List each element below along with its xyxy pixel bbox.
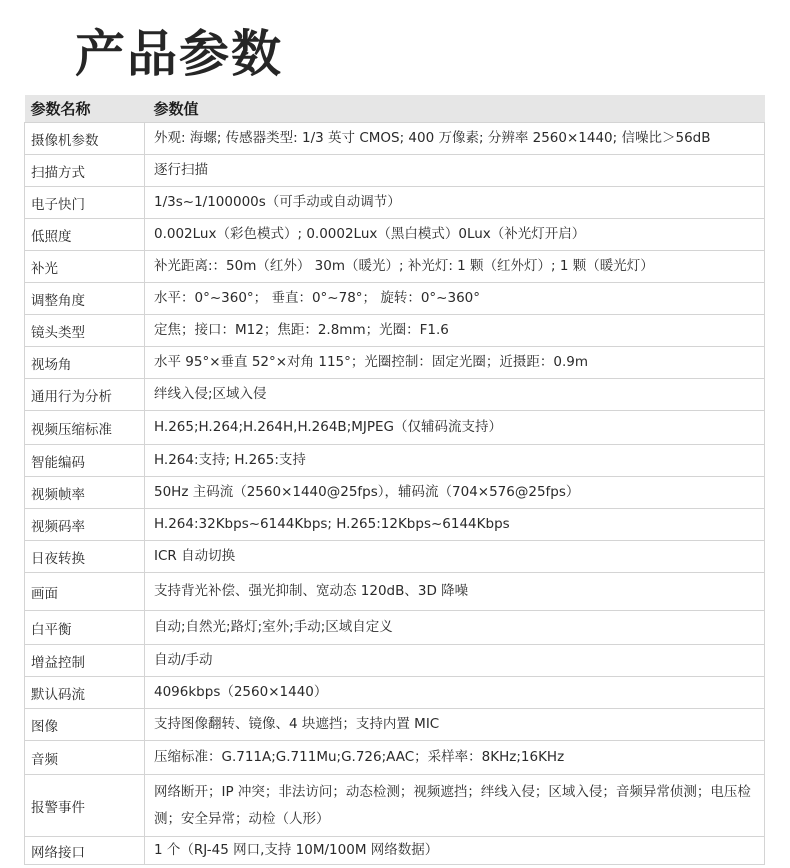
param-value: 50Hz 主码流（2560×1440@25fps），辅码流（704×576@25fps） (145, 477, 765, 509)
table-row (25, 645, 765, 677)
table-row (25, 837, 765, 865)
table-row (25, 155, 765, 187)
table-row (25, 411, 765, 445)
param-value: 支持图像翻转、镜像、4 块遮挡；支持内置 MIC (145, 709, 765, 741)
param-value: 网络断开；IP 冲突；非法访问；动态检测；视频遮挡；绊线入侵；区域入侵；音频异常侦测；电压检测；安全异常；动检（人形） (145, 775, 765, 837)
param-name: 智能编码 (25, 445, 145, 477)
param-name: 白平衡 (25, 611, 145, 645)
table-row (25, 677, 765, 709)
table-row (25, 251, 765, 283)
param-value: H.264:支持; H.265:支持 (145, 445, 765, 477)
table-row (25, 509, 765, 541)
param-name: 增益控制 (25, 645, 145, 677)
param-name: 摄像机参数 (25, 123, 145, 155)
param-name: 日夜转换 (25, 541, 145, 573)
param-name: 默认码流 (25, 677, 145, 709)
param-name: 视频压缩标准 (25, 411, 145, 445)
table-row (25, 541, 765, 573)
param-value: 1 个（RJ-45 网口,支持 10M/100M 网络数据） (145, 837, 765, 865)
param-value: 逐行扫描 (145, 155, 765, 187)
param-value: H.264:32Kbps~6144Kbps; H.265:12Kbps~6144Kbps (145, 509, 765, 541)
table-row (25, 741, 765, 775)
param-value: 水平 95°×垂直 52°×对角 115°；光圈控制：固定光圈；近摄距：0.9m (145, 347, 765, 379)
param-value: 0.002Lux（彩色模式）; 0.0002Lux（黑白模式）0Lux（补光灯开启） (145, 219, 765, 251)
table-header-row (25, 95, 765, 123)
param-value: ICR 自动切换 (145, 541, 765, 573)
table-row (25, 187, 765, 219)
param-value: 自动;自然光;路灯;室外;手动;区域自定义 (145, 611, 765, 645)
param-name: 通用行为分析 (25, 379, 145, 411)
param-name: 调整角度 (25, 283, 145, 315)
param-name: 低照度 (25, 219, 145, 251)
table-row (25, 477, 765, 509)
param-name: 镜头类型 (25, 315, 145, 347)
table-row (25, 283, 765, 315)
spec-table (24, 95, 765, 865)
param-name: 视频码率 (25, 509, 145, 541)
header-param-name: 参数名称 (25, 95, 145, 123)
param-value: 外观: 海螺; 传感器类型: 1/3 英寸 CMOS; 400 万像素; 分辨率 2560×1440; 信噪比＞56dB (145, 123, 765, 155)
table-row (25, 775, 765, 837)
table-row (25, 379, 765, 411)
param-value: 1/3s~1/100000s（可手动或自动调节） (145, 187, 765, 219)
param-name: 视场角 (25, 347, 145, 379)
param-name: 视频帧率 (25, 477, 145, 509)
table-row (25, 347, 765, 379)
table-row (25, 315, 765, 347)
table-row (25, 445, 765, 477)
param-name: 报警事件 (25, 775, 145, 837)
param-value: 压缩标准：G.711A;G.711Mu;G.726;AAC；采样率：8KHz;16KHz (145, 741, 765, 775)
header-param-value: 参数值 (145, 95, 765, 123)
param-value: 支持背光补偿、强光抑制、宽动态 120dB、3D 降噪 (145, 573, 765, 611)
param-name: 扫描方式 (25, 155, 145, 187)
table-row (25, 709, 765, 741)
param-name: 画面 (25, 573, 145, 611)
page-title: 产品参数 (75, 25, 283, 83)
param-name: 图像 (25, 709, 145, 741)
param-value: 自动/手动 (145, 645, 765, 677)
table-row (25, 219, 765, 251)
param-value: 定焦；接口：M12；焦距：2.8mm；光圈：F1.6 (145, 315, 765, 347)
param-value: H.265;H.264;H.264H,H.264B;MJPEG（仅辅码流支持） (145, 411, 765, 445)
param-name: 补光 (25, 251, 145, 283)
table-row (25, 611, 765, 645)
param-name: 电子快门 (25, 187, 145, 219)
param-value: 水平：0°~360°； 垂直：0°~78°； 旋转：0°~360° (145, 283, 765, 315)
param-name: 网络接口 (25, 837, 145, 865)
param-value: 4096kbps（2560×1440） (145, 677, 765, 709)
param-name: 音频 (25, 741, 145, 775)
table-row (25, 123, 765, 155)
param-value: 补光距离:：50m（红外） 30m（暖光）; 补光灯: 1 颗（红外灯）; 1 颗（暖光灯） (145, 251, 765, 283)
param-value: 绊线入侵;区域入侵 (145, 379, 765, 411)
table-row (25, 573, 765, 611)
